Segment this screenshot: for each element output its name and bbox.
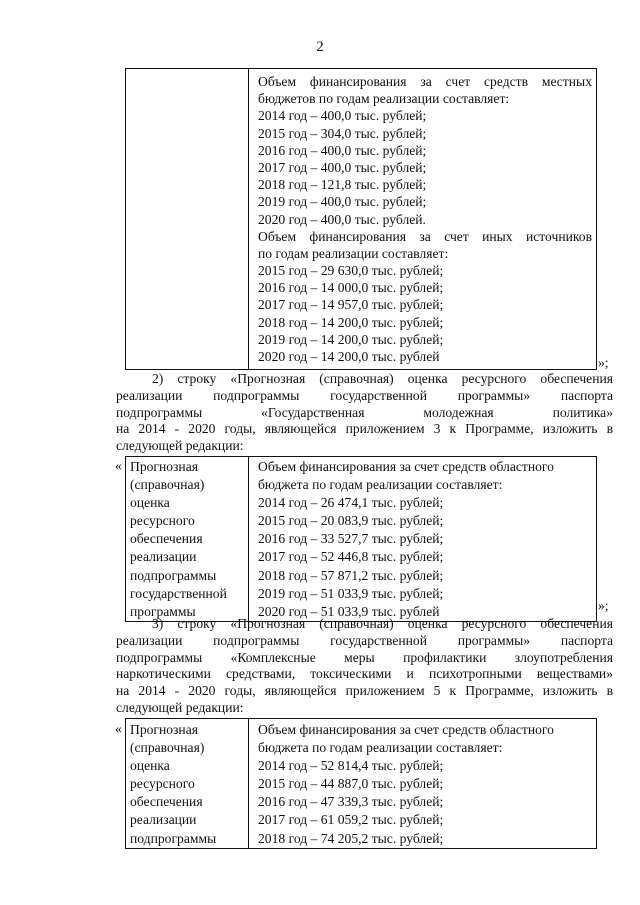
page-number: 2 xyxy=(316,39,324,55)
paragraph2-line: на 2014 - 2020 годы, являющейся приложением 3 к Программе, изложить в xyxy=(116,421,613,437)
table2-label-line: подпрограммы xyxy=(130,567,217,583)
table3-text-line: 2015 год – 44 887,0 тыс. рублей; xyxy=(258,776,444,792)
table2-text-line: 2016 год – 33 527,7 тыс. рублей; xyxy=(258,531,444,547)
table2-text-line: 2018 год – 57 871,2 тыс. рублей; xyxy=(258,567,444,583)
table3-text-line: бюджета по годам реализации составляет: xyxy=(258,740,503,756)
table1-text-line: 2020 год – 400,0 тыс. рублей. xyxy=(258,211,426,227)
table1-text-line: 2016 год – 14 000,0 тыс. рублей; xyxy=(258,280,444,296)
table1-text-line: 2015 год – 29 630,0 тыс. рублей; xyxy=(258,263,444,279)
table2-label-line: реализации xyxy=(130,549,197,565)
table3-label-line: подпрограммы xyxy=(130,830,217,846)
table1-text-line: по годам реализации составляет: xyxy=(258,245,449,261)
funding-table-drugs xyxy=(125,718,597,849)
table1-text-line: 2017 год – 14 957,0 тыс. рублей; xyxy=(258,297,444,313)
table1-text-line: 2019 год – 14 200,0 тыс. рублей; xyxy=(258,331,444,347)
table3-label-line: оценка xyxy=(130,758,170,774)
table3-right-cell xyxy=(249,719,597,849)
table3-text-line: 2016 год – 47 339,3 тыс. рублей; xyxy=(258,794,444,810)
table2-label-line: обеспечения xyxy=(130,531,203,547)
paragraph3-line: 3) строку «Прогнозная (справочная) оценка ресурсного обеспечения xyxy=(152,616,613,631)
table1-text-line: 2014 год – 400,0 тыс. рублей; xyxy=(258,108,427,124)
table1-text-line: 2015 год – 304,0 тыс. рублей; xyxy=(258,125,427,141)
funding-table-local xyxy=(125,68,597,370)
table2-text-line: бюджета по годам реализации составляет: xyxy=(258,477,503,493)
table3-text-line: 2018 год – 74 205,2 тыс. рублей; xyxy=(258,830,444,846)
table1-text-line: Объем финансирования за счет средств местных xyxy=(258,74,592,89)
table2-open-quote: « xyxy=(115,458,122,473)
table3-label-line: (справочная) xyxy=(130,740,205,756)
table1-text-line: 2019 год – 400,0 тыс. рублей; xyxy=(258,194,427,210)
table1-text-line: 2018 год – 121,8 тыс. рублей; xyxy=(258,177,427,193)
table3-label-line: обеспечения xyxy=(130,794,203,810)
paragraph-2 xyxy=(116,371,613,455)
table2-label-line: оценка xyxy=(130,495,170,511)
table1-text-line: 2016 год – 400,0 тыс. рублей; xyxy=(258,142,427,158)
table1-close-quote: »; xyxy=(598,355,609,370)
table2-label-line: Прогнозная xyxy=(130,459,198,474)
table1-text-line: 2018 год – 14 200,0 тыс. рублей; xyxy=(258,314,444,330)
table2-text-line: 2020 год – 51 033,9 тыс. рублей xyxy=(258,603,440,619)
table2-label-line: программы xyxy=(130,603,196,619)
table1-text-line: бюджетов по годам реализации составляет: xyxy=(258,91,510,107)
table2-text-line: 2019 год – 51 033,9 тыс. рублей; xyxy=(258,585,444,601)
funding-table-youth xyxy=(125,456,597,622)
paragraph2-line: подпрограммы «Государственная молодежная политика» xyxy=(116,404,613,420)
table1-text-line: 2020 год – 14 200,0 тыс. рублей xyxy=(258,349,440,364)
table1-text-line: Объем финансирования за счет иных источников xyxy=(258,228,592,244)
paragraph2-line: реализации подпрограммы государственной программы» паспорта xyxy=(116,387,613,403)
table2-label-line: государственной xyxy=(130,585,227,601)
table3-left-cell xyxy=(126,719,249,849)
table2-label-line: (справочная) xyxy=(130,477,205,493)
table3-open-quote: « xyxy=(115,721,122,736)
table2-text-line: 2015 год – 20 083,9 тыс. рублей; xyxy=(258,513,444,529)
table3-text-line: 2014 год – 52 814,4 тыс. рублей; xyxy=(258,758,444,774)
table2-text-line: 2014 год – 26 474,1 тыс. рублей; xyxy=(258,495,444,511)
table2-text-line: 2017 год – 52 446,8 тыс. рублей; xyxy=(258,549,444,565)
table2-label-line: ресурсного xyxy=(130,513,195,529)
table2-close-quote: »; xyxy=(598,598,609,613)
table3-text-line: Объем финансирования за счет средств областного xyxy=(258,722,554,737)
table2-text-line: Объем финансирования за счет средств областного xyxy=(258,459,554,474)
table2-left-cell xyxy=(126,457,249,622)
table3-label-line: реализации xyxy=(130,812,197,828)
table1-right-cell xyxy=(249,69,597,370)
table2-right-cell xyxy=(249,457,597,622)
table3-label-line: ресурсного xyxy=(130,776,195,792)
table3-label-line: Прогнозная xyxy=(130,722,198,737)
paragraph3-line: следующей редакции: xyxy=(116,699,244,715)
paragraph-3 xyxy=(116,616,613,717)
table3-text-line: 2017 год – 61 059,2 тыс. рублей; xyxy=(258,812,444,828)
paragraph3-line: подпрограммы «Комплексные меры профилактики злоупотребления xyxy=(116,649,613,665)
paragraph3-line: на 2014 - 2020 годы, являющейся приложением 5 к Программе, изложить в xyxy=(116,683,613,699)
table1-text-line: 2017 год – 400,0 тыс. рублей; xyxy=(258,159,427,175)
paragraph2-line: 2) строку «Прогнозная (справочная) оценка ресурсного обеспечения xyxy=(152,371,613,386)
paragraph3-line: реализации подпрограммы государственной программы» паспорта xyxy=(116,632,613,648)
table1-left-cell xyxy=(126,69,249,370)
paragraph2-line: следующей редакции: xyxy=(116,438,244,454)
paragraph3-line: наркотическими средствами, токсическими и психотропными веществами» xyxy=(116,666,613,682)
